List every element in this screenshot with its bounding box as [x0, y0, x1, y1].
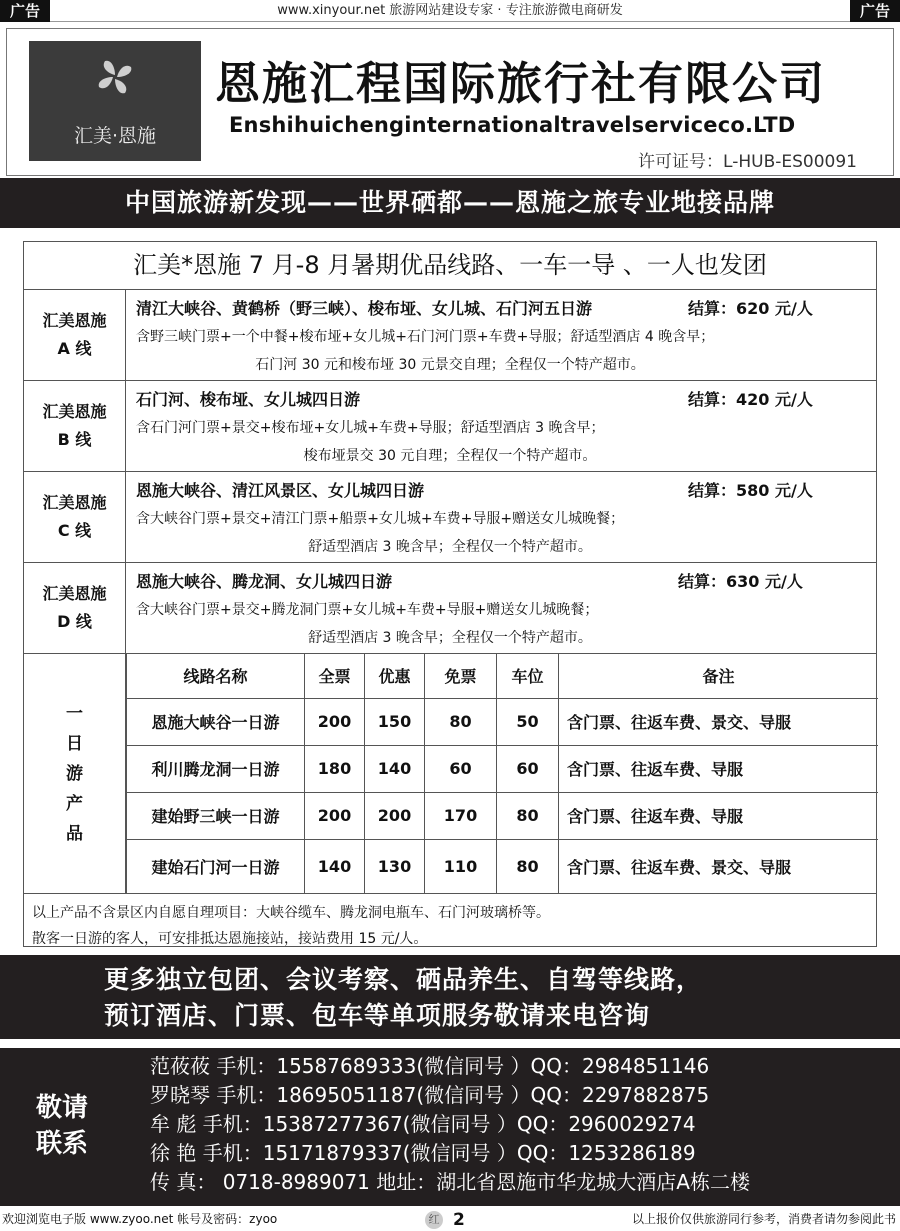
company-name-en: Enshihuichenginternationaltravelserviceco.LTD	[229, 113, 796, 137]
route-label-line: B 线	[57, 430, 92, 449]
ad-bar-text[interactable]: www.xinyour.net 旅游网站建设专家 · 专注旅游微电商研发	[277, 3, 623, 18]
company-logo	[29, 41, 201, 161]
route-label-line: C 线	[57, 521, 92, 540]
column-header: 全票	[305, 654, 365, 698]
day-tour-label-char: 一	[66, 703, 83, 724]
column-header: 线路名称	[127, 654, 305, 698]
column-header: 备注	[559, 654, 879, 698]
route-includes: 含大峡谷门票+景交+腾龙洞门票+女儿城+车费+导服+赠送女儿城晚餐；	[136, 602, 599, 618]
route-price: 结算：630 元/人	[678, 572, 803, 591]
route-label-line: D 线	[57, 612, 92, 631]
table-cell: 170	[425, 792, 497, 839]
table-cell: 80	[425, 698, 497, 745]
contact-row[interactable]: 徐 艳 手机：15171879337(微信同号 ）QQ：1253286189	[150, 1141, 696, 1165]
bottom-right-text: 以上报价仅供旅游同行参考，消费者请勿参阅此书	[631, 1212, 896, 1226]
contact-label-line: 敬请	[36, 1093, 89, 1123]
day-tour-label-char: 品	[66, 823, 83, 844]
route-notes: 石门河 30 元和梭布垭 30 元景交自理；全程仅一个特产超市。	[255, 357, 645, 373]
route-label-line: A 线	[57, 339, 92, 358]
table-cell: 恩施大峡谷一日游	[127, 698, 305, 745]
contact-label-line: 联系	[36, 1129, 89, 1159]
badge-icon: 红	[425, 1211, 443, 1229]
day-tour-label-char: 产	[66, 793, 83, 814]
ad-tag-left: 广告	[0, 0, 50, 22]
table-cell: 200	[365, 792, 425, 839]
company-header	[6, 28, 894, 176]
route-includes: 含大峡谷门票+景交+清江门票+船票+女儿城+车费+导服+赠送女儿城晚餐；	[136, 511, 625, 527]
company-name-cn: 恩施汇程国际旅行社有限公司	[215, 57, 827, 110]
contact-row[interactable]: 罗晓琴 手机：18695051187(微信同号 ）QQ：2297882875	[150, 1083, 710, 1107]
footnotes	[24, 894, 876, 952]
page-indicator	[425, 1208, 485, 1231]
column-header: 优惠	[365, 654, 425, 698]
route-includes: 含石门河门票+景交+梭布垭+女儿城+车费+导服；舒适型酒店 3 晚含早；	[136, 420, 605, 436]
day-tour-table	[126, 654, 878, 893]
ad-tag-right: 广告	[850, 0, 900, 22]
more-services-line: 更多独立包团、会议考察、硒品养生、自驾等线路，	[104, 965, 703, 994]
table-cell: 含门票、往返车费、导服	[559, 745, 879, 792]
table-cell: 140	[365, 745, 425, 792]
table-row	[127, 792, 879, 839]
table-cell: 60	[497, 745, 559, 792]
routes-title: 汇美*恩施 7 月-8 月暑期优品线路、一车一导 、一人也发团	[24, 242, 876, 290]
route-label-brand: 汇美恩施	[42, 493, 107, 512]
more-services-line: 预订酒店、门票、包车等单项服务敬请来电咨询	[104, 1001, 651, 1030]
more-services-banner	[0, 955, 900, 1039]
day-tour-label-char: 游	[66, 763, 83, 784]
route-notes: 舒适型酒店 3 晚含早；全程仅一个特产超市。	[308, 539, 592, 555]
route-name: 清江大峡谷、黄鹤桥（野三峡）、梭布垭、女儿城、石门河五日游	[136, 299, 593, 318]
column-header: 免票	[425, 654, 497, 698]
bottom-bar	[0, 1208, 900, 1230]
route-price: 结算：580 元/人	[688, 481, 813, 500]
table-cell: 150	[365, 698, 425, 745]
route-label-brand: 汇美恩施	[42, 584, 107, 603]
route-row	[24, 290, 876, 381]
table-cell: 50	[497, 698, 559, 745]
route-label-brand: 汇美恩施	[42, 402, 107, 421]
table-cell: 建始野三峡一日游	[127, 792, 305, 839]
route-includes: 含野三峡门票+一个中餐+梭布垭+女儿城+石门河门票+车费+导服；舒适型酒店 4 晚含早；	[136, 329, 715, 345]
footnote: 以上产品不含景区内自愿自理项目：大峡谷缆车、腾龙洞电瓶车、石门河玻璃桥等。	[32, 905, 550, 921]
route-name: 石门河、梭布垭、女儿城四日游	[136, 390, 361, 409]
contact-section	[0, 1048, 900, 1206]
route-row	[24, 563, 876, 654]
table-cell: 180	[305, 745, 365, 792]
column-header: 车位	[497, 654, 559, 698]
table-cell: 含门票、往返车费、景交、导服	[559, 839, 879, 893]
route-name: 恩施大峡谷、清江风景区、女儿城四日游	[136, 481, 425, 500]
contact-row[interactable]: 范莜莜 手机：15587689333(微信同号 ）QQ：2984851146	[150, 1054, 710, 1078]
page-number: 2	[453, 1209, 465, 1230]
contact-label	[36, 1090, 88, 1162]
route-row	[24, 472, 876, 563]
table-cell: 80	[497, 839, 559, 893]
route-label-brand: 汇美恩施	[42, 311, 107, 330]
table-header-row	[127, 654, 879, 698]
contact-row[interactable]: 牟 彪 手机：15387277367(微信同号 ）QQ：2960029274	[150, 1112, 696, 1136]
bottom-left-text[interactable]: 欢迎浏览电子版 www.zyoo.net 帐号及密码：zyoo	[2, 1212, 278, 1226]
petal-logo-icon	[95, 57, 135, 97]
top-ad-bar	[0, 0, 900, 22]
slogan-banner: 中国旅游新发现——世界硒都——恩施之旅专业地接品牌	[0, 178, 900, 228]
logo-text: 汇美·恩施	[73, 125, 157, 147]
table-row	[127, 839, 879, 893]
day-tour-label-char: 日	[66, 733, 83, 754]
table-cell: 200	[305, 698, 365, 745]
route-notes: 梭布垭景交 30 元自理；全程仅一个特产超市。	[303, 448, 597, 464]
route-price: 结算：620 元/人	[688, 299, 813, 318]
footnote: 散客一日游的客人，可安排抵达恩施接站，接站费用 15 元/人。	[32, 931, 428, 947]
contact-list	[150, 1052, 750, 1197]
table-cell: 130	[365, 839, 425, 893]
table-cell: 含门票、往返车费、景交、导服	[559, 698, 879, 745]
route-notes: 舒适型酒店 3 晚含早；全程仅一个特产超市。	[308, 630, 592, 646]
day-tour-label	[24, 654, 126, 893]
table-cell: 含门票、往返车费、导服	[559, 792, 879, 839]
table-cell: 80	[497, 792, 559, 839]
table-row	[127, 745, 879, 792]
table-row	[127, 698, 879, 745]
contact-row[interactable]: 传 真： 0718-8989071 地址：湖北省恩施市华龙城大酒店A栋二楼	[150, 1170, 750, 1194]
license-number: 许可证号：L-HUB-ES00091	[638, 152, 857, 172]
routes-panel	[23, 241, 877, 947]
table-cell: 建始石门河一日游	[127, 839, 305, 893]
route-price: 结算：420 元/人	[688, 390, 813, 409]
day-tour-section	[24, 654, 876, 894]
route-row	[24, 381, 876, 472]
table-cell: 140	[305, 839, 365, 893]
table-cell: 利川腾龙洞一日游	[127, 745, 305, 792]
table-cell: 200	[305, 792, 365, 839]
route-name: 恩施大峡谷、腾龙洞、女儿城四日游	[136, 572, 393, 591]
table-cell: 110	[425, 839, 497, 893]
table-cell: 60	[425, 745, 497, 792]
